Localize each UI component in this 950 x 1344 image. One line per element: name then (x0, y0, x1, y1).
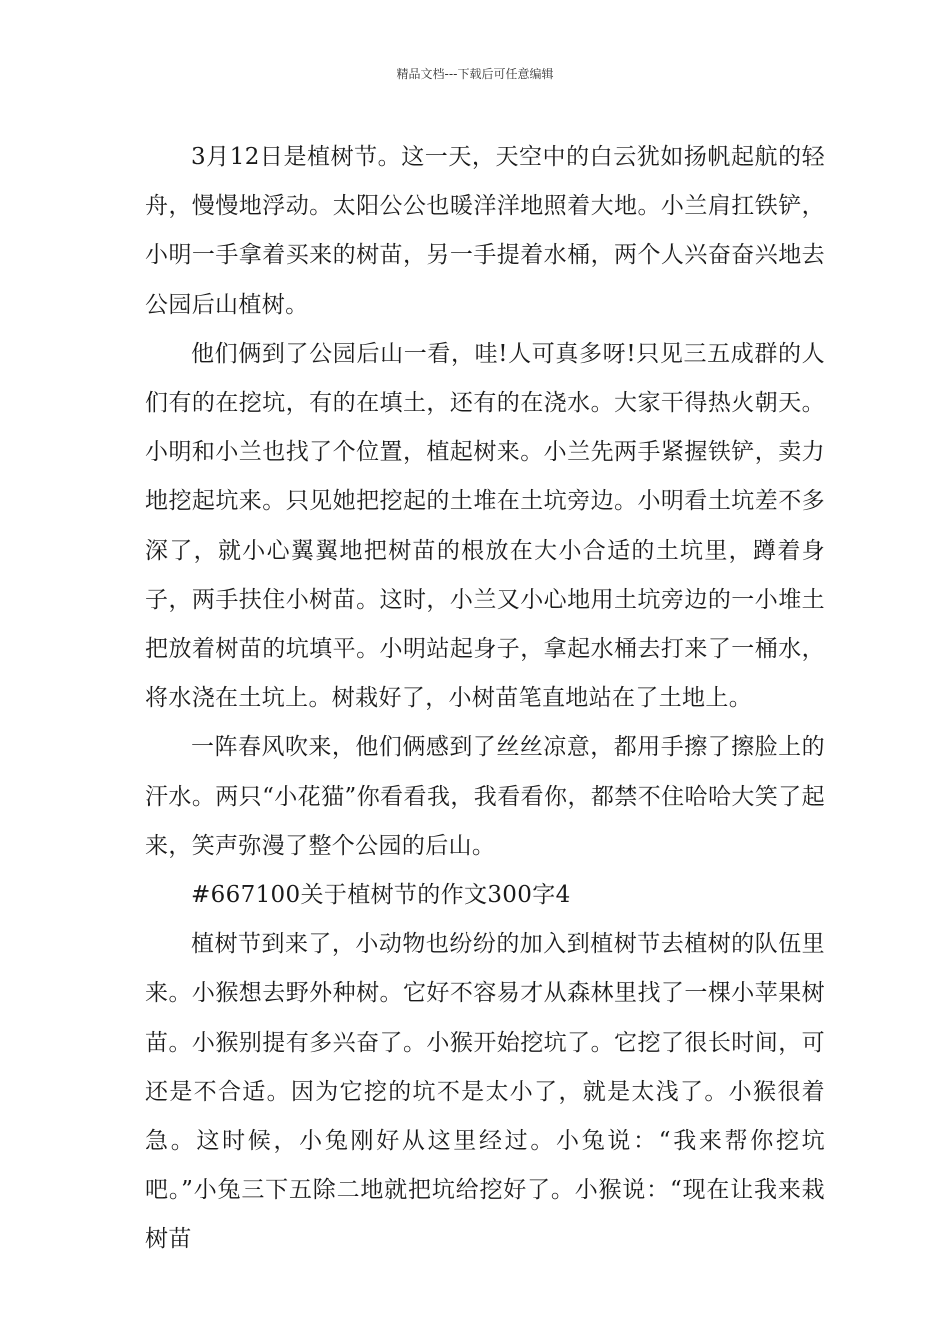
paragraph-1: 3月12日是植树节。这一天，天空中的白云犹如扬帆起航的轻舟，慢慢地浮动。太阳公公也暖洋洋地照着大地。小兰肩扛铁铲，小明一手拿着买来的树苗，另一手提着水桶，两个人兴奋奋兴地去公园后山植树。 (145, 144, 825, 318)
page-header: 精品文档---下载后可任意编辑 (396, 67, 554, 81)
paragraph-2: 他们俩到了公园后山一看，哇!人可真多呀!只见三五成群的人们有的在挖坑，有的在填土，还有的在浇水。大家干得热火朝天。小明和小兰也找了个位置，植起树来。小兰先两手紧握铁铲，卖力地挖起坑来。只见她把挖起的土堆在土坑旁边。小明看土坑差不多深了，就小心翼翼地把树苗的根放在大小合适的土坑里，蹲着身子，两手扶住小树苗。这时，小兰又小心地用土坑旁边的一小堆土把放着树苗的坑填平。小明站起身子，拿起水桶去打来了一桶水，将水浇在土坑上。树栽好了，小树苗笔直地站在了土地上。 (145, 340, 825, 712)
paragraph-3: 一阵春风吹来，他们俩感到了丝丝凉意，都用手擦了擦脸上的汗水。两只“小花猫”你看看我，我看看你，都禁不住哈哈大笑了起来，笑声弥漫了整个公园的后山。 (145, 734, 825, 859)
paragraph-4: 植树节到来了，小动物也纷纷的加入到植树节去植树的队伍里来。小猴想去野外种树。它好不容易才从森林里找了一棵小苹果树苗。小猴别提有多兴奋了。小猴开始挖坑了。它挖了很长时间，可还是不合适。因为它挖的坑不是太小了，就是太浅了。小猴很着急。这时候，小兔刚好从这里经过。小兔说：“我来帮你挖坑吧。”小兔三下五除二地就把坑给挖好了。小猴说：“现在让我来栽树苗 (145, 931, 825, 1253)
section-heading: #667100关于植树节的作文300字4 (191, 882, 571, 909)
document-body (145, 133, 825, 1265)
